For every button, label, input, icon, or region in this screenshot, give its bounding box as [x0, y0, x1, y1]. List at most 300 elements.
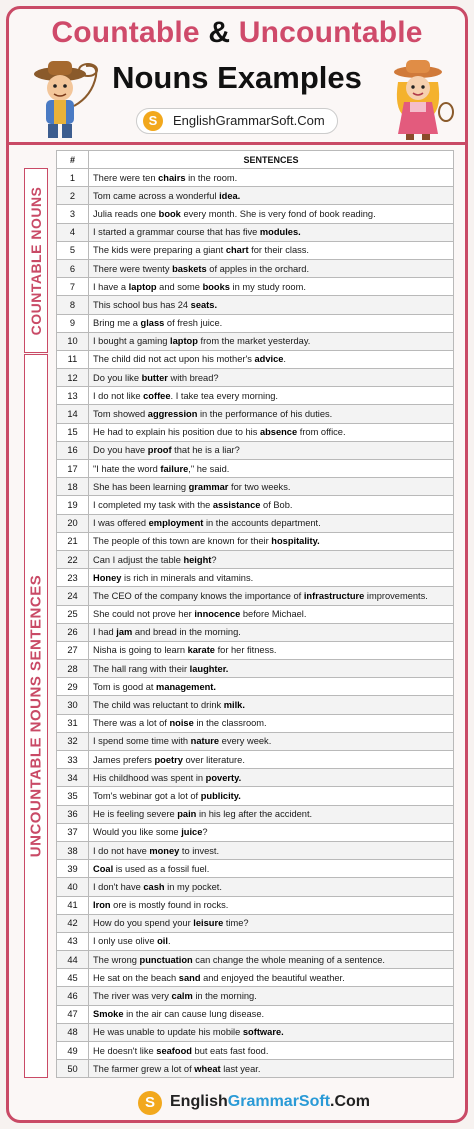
sentence-text-after: for her fitness. — [214, 645, 277, 656]
table-row — [57, 914, 454, 932]
sentence-text-after: is used as a fossil fuel. — [113, 863, 210, 874]
sentence-noun-highlight: height — [183, 554, 212, 565]
sentence-text-after: for their class. — [248, 245, 309, 256]
sentence-text-before: He was unable to update his mobile — [93, 1027, 243, 1038]
cowboy-illustration — [26, 56, 106, 140]
sentence-text-after: over literature. — [182, 754, 245, 765]
sentence-text-before: James prefers — [93, 754, 155, 765]
sentence-text-before: "I hate the word — [93, 463, 161, 474]
row-number: 4 — [57, 223, 89, 241]
row-sentence — [89, 769, 454, 787]
sentence-text-before: He doesn't like — [93, 1045, 157, 1056]
sentence-text-after: improvements. — [364, 590, 428, 601]
row-number: 43 — [57, 932, 89, 950]
sentence-text-after: of fresh juice. — [164, 318, 223, 329]
row-number: 13 — [57, 387, 89, 405]
sentence-text-after: and some books in my study room. — [156, 281, 306, 292]
table-row — [57, 259, 454, 277]
row-number: 16 — [57, 441, 89, 459]
sentence-text-after: with bread? — [167, 372, 219, 383]
sentence-text-before: There was a lot of — [93, 718, 170, 729]
sentence-noun-highlight: sand — [178, 972, 201, 983]
brand-badge[interactable] — [136, 108, 338, 134]
sentence-noun-highlight: baskets — [172, 263, 207, 274]
row-sentence — [89, 914, 454, 932]
sentence-noun-highlight: infrastructure — [303, 590, 365, 601]
section-label-uncountable-text: UNCOUNTABLE NOUNS SENTENCES — [27, 574, 45, 858]
sentence-noun-highlight: money — [149, 845, 180, 856]
section-label-countable — [24, 168, 48, 353]
row-number: 30 — [57, 696, 89, 714]
row-sentence — [89, 369, 454, 387]
table-row — [57, 332, 454, 350]
sentence-noun-highlight: grammar — [188, 481, 229, 492]
sentence-text-after: last year. — [220, 1063, 261, 1074]
sentence-noun-highlight: chairs — [158, 172, 186, 183]
sentence-text-before: I only use olive — [93, 936, 158, 947]
sentence-text-before: Do you have — [93, 445, 148, 456]
row-number: 22 — [57, 550, 89, 568]
table-row — [57, 732, 454, 750]
table-row — [57, 405, 454, 423]
sentence-text-before: I bought a gaming — [93, 336, 171, 347]
row-number: 18 — [57, 478, 89, 496]
sentence-text-before: I started a grammar course that has five — [93, 227, 260, 238]
sentence-text-before: There were ten — [93, 172, 159, 183]
sentence-text-before: Tom is good at — [93, 681, 157, 692]
sentence-text-after: every month. She is very fond of book reading. — [180, 208, 376, 219]
sentence-text-before: The hall rang with their — [93, 663, 190, 674]
row-sentence — [89, 678, 454, 696]
sentence-noun-highlight: Coal — [93, 863, 114, 874]
sentence-noun-highlight: punctuation — [139, 954, 193, 965]
sentence-text-before: Can I adjust the table — [93, 554, 184, 565]
table-row — [57, 932, 454, 950]
sentence-noun-highlight: karate — [187, 645, 215, 656]
row-sentence — [89, 751, 454, 769]
row-number: 24 — [57, 587, 89, 605]
row-sentence — [89, 387, 454, 405]
table-row — [57, 169, 454, 187]
row-number: 10 — [57, 332, 89, 350]
row-sentence — [89, 1042, 454, 1060]
sentence-noun-highlight: assistance — [212, 499, 261, 510]
row-sentence — [89, 550, 454, 568]
cowgirl-illustration — [380, 56, 456, 140]
row-sentence — [89, 205, 454, 223]
sentence-noun-highlight: coffee — [143, 390, 171, 401]
sentence-text-before: She could not prove her — [93, 609, 195, 620]
row-number: 6 — [57, 259, 89, 277]
section-label-uncountable — [24, 354, 48, 1078]
brand-logo-icon: S — [143, 111, 163, 131]
sentence-noun-highlight: laptop — [170, 336, 198, 347]
row-sentence — [89, 841, 454, 859]
title-ampersand: & — [208, 16, 231, 49]
table-row — [57, 951, 454, 969]
table-body — [57, 169, 454, 1078]
row-number: 31 — [57, 714, 89, 732]
sentence-noun-highlight: Iron — [93, 900, 111, 911]
row-sentence — [89, 969, 454, 987]
sentence-text-before: I completed my task with the — [93, 499, 213, 510]
sentence-noun-highlight: cash — [143, 881, 165, 892]
row-sentence — [89, 1005, 454, 1023]
row-number: 42 — [57, 914, 89, 932]
row-sentence — [89, 714, 454, 732]
header — [0, 0, 474, 140]
table-row — [57, 1060, 454, 1078]
table-row — [57, 241, 454, 259]
row-sentence — [89, 423, 454, 441]
table-row — [57, 787, 454, 805]
brand-text: EnglishGrammarSoft.Com — [173, 113, 325, 128]
row-number: 28 — [57, 660, 89, 678]
row-sentence — [89, 878, 454, 896]
sentence-text-before: She has been learning — [93, 481, 189, 492]
sentence-text-after: . — [283, 354, 287, 365]
sentence-noun-highlight: seats. — [190, 299, 218, 310]
footer-brand-text — [170, 1093, 370, 1111]
sentence-text-before: His childhood was spent in — [93, 772, 206, 783]
sentence-text-before: How do you spend your — [93, 918, 194, 929]
table-row — [57, 441, 454, 459]
row-number: 1 — [57, 169, 89, 187]
section-label-countable-text: COUNTABLE NOUNS — [28, 186, 44, 335]
row-number: 15 — [57, 423, 89, 441]
sentence-noun-highlight: calm — [171, 991, 193, 1002]
sentence-noun-highlight: seafood — [156, 1045, 192, 1056]
sentence-text-before: Tom showed — [93, 409, 148, 420]
table-row — [57, 805, 454, 823]
sentence-text-after: ? — [202, 827, 208, 838]
table-row — [57, 550, 454, 568]
row-sentence — [89, 460, 454, 478]
sentence-noun-highlight: failure — [160, 463, 189, 474]
footer-brand-accent: GrammarSoft — [227, 1093, 331, 1110]
page-subtitle: Nouns Examples — [112, 60, 362, 95]
sentence-text-before: The child was reluctant to drink — [93, 700, 224, 711]
row-number: 41 — [57, 896, 89, 914]
row-number: 9 — [57, 314, 89, 332]
table-row — [57, 278, 454, 296]
sentence-noun-highlight: juice — [181, 827, 203, 838]
table-row — [57, 969, 454, 987]
sentence-text-after: . — [167, 936, 171, 947]
table-row — [57, 1023, 454, 1041]
table-row — [57, 387, 454, 405]
sentence-text-before: I do not have — [93, 845, 150, 856]
sentence-noun-highlight: software. — [242, 1027, 284, 1038]
row-sentence — [89, 478, 454, 496]
table-row — [57, 1005, 454, 1023]
sentence-text-before: The people of this town are known for their — [93, 536, 272, 547]
row-number: 37 — [57, 823, 89, 841]
row-sentence — [89, 259, 454, 277]
row-sentence — [89, 223, 454, 241]
sentence-noun-highlight: jam — [116, 627, 133, 638]
sentence-text-before: I do not like — [93, 390, 144, 401]
table-row — [57, 532, 454, 550]
sentence-text-before: Do you like — [93, 372, 142, 383]
sentence-text-after: for two weeks. — [228, 481, 291, 492]
table-row — [57, 896, 454, 914]
row-sentence — [89, 823, 454, 841]
row-sentence — [89, 405, 454, 423]
sentence-noun-highlight: hospitality. — [271, 536, 320, 547]
row-number: 7 — [57, 278, 89, 296]
sentence-text-after: in the morning. — [192, 991, 257, 1002]
table-row — [57, 514, 454, 532]
row-number: 5 — [57, 241, 89, 259]
table-row — [57, 205, 454, 223]
sentence-noun-highlight: absence — [259, 427, 298, 438]
table-row — [57, 1042, 454, 1060]
sentence-text-after: in the accounts department. — [203, 518, 321, 529]
table-row — [57, 423, 454, 441]
row-number: 49 — [57, 1042, 89, 1060]
row-number: 40 — [57, 878, 89, 896]
sentence-text-after: that he is a liar? — [171, 445, 240, 456]
title-word-countable: Countable — [51, 16, 200, 49]
sentence-text-after: can change the whole meaning of a sentence. — [192, 954, 385, 965]
row-sentence — [89, 350, 454, 368]
row-sentence — [89, 514, 454, 532]
table-row — [57, 478, 454, 496]
row-sentence — [89, 987, 454, 1005]
table-row — [57, 714, 454, 732]
title-word-uncountable: Uncountable — [238, 16, 423, 49]
sentence-noun-highlight: employment — [148, 518, 204, 529]
row-number: 36 — [57, 805, 89, 823]
row-number: 38 — [57, 841, 89, 859]
sentence-text-after: every week. — [219, 736, 272, 747]
row-number: 26 — [57, 623, 89, 641]
sentence-text-before: Tom's webinar got a lot of — [93, 790, 201, 801]
table-row — [57, 751, 454, 769]
sentence-text-after: to invest. — [179, 845, 220, 856]
sentence-noun-highlight: poverty. — [205, 772, 242, 783]
row-sentence — [89, 278, 454, 296]
table-row — [57, 314, 454, 332]
row-number: 47 — [57, 1005, 89, 1023]
row-number: 2 — [57, 187, 89, 205]
table-row — [57, 641, 454, 659]
footer-brand[interactable] — [134, 1090, 371, 1116]
row-number: 29 — [57, 678, 89, 696]
sentence-text-before: The river was very — [93, 991, 172, 1002]
table-row — [57, 878, 454, 896]
table-row — [57, 696, 454, 714]
sentence-noun-highlight: idea. — [219, 190, 241, 201]
row-number: 45 — [57, 969, 89, 987]
sentence-noun-highlight: Honey — [93, 572, 122, 583]
row-number: 11 — [57, 350, 89, 368]
sentence-text-after: and bread in the morning. — [132, 627, 241, 638]
sentence-noun-highlight: modules. — [259, 227, 301, 238]
table-row — [57, 569, 454, 587]
row-sentence — [89, 241, 454, 259]
sentence-text-after: in my pocket. — [164, 881, 222, 892]
footer-brand-prefix: English — [170, 1093, 228, 1110]
row-sentence — [89, 441, 454, 459]
table-row — [57, 187, 454, 205]
row-sentence — [89, 860, 454, 878]
row-number: 23 — [57, 569, 89, 587]
sentence-text-before: He had to explain his position due to his — [93, 427, 260, 438]
row-sentence — [89, 932, 454, 950]
sentence-text-after: ? — [211, 554, 217, 565]
sentence-noun-highlight: poetry — [154, 754, 183, 765]
row-sentence — [89, 587, 454, 605]
sentence-noun-highlight: noise — [169, 718, 194, 729]
sentence-noun-highlight: book — [158, 208, 181, 219]
row-sentence — [89, 314, 454, 332]
row-number: 35 — [57, 787, 89, 805]
row-number: 39 — [57, 860, 89, 878]
sentence-text-after: from the market yesterday. — [197, 336, 311, 347]
table-row — [57, 987, 454, 1005]
row-sentence — [89, 660, 454, 678]
sentence-text-before: The wrong — [93, 954, 140, 965]
table-row — [57, 587, 454, 605]
sentence-text-before: This school bus has 24 — [93, 299, 191, 310]
row-number: 14 — [57, 405, 89, 423]
sentence-noun-highlight: pain — [177, 809, 197, 820]
sentence-noun-highlight: Smoke — [93, 1009, 124, 1020]
table-row — [57, 860, 454, 878]
page-title — [0, 16, 474, 50]
table-row — [57, 678, 454, 696]
row-sentence — [89, 296, 454, 314]
sentence-text-after: ," he said. — [188, 463, 230, 474]
sentence-text-after: of Bob. — [260, 499, 293, 510]
table-row — [57, 769, 454, 787]
sentence-noun-highlight: nature — [190, 736, 220, 747]
table-row — [57, 460, 454, 478]
row-number: 48 — [57, 1023, 89, 1041]
sentence-text-after: ore is mostly found in rocks. — [110, 900, 229, 911]
sentence-noun-highlight: proof — [147, 445, 172, 456]
row-sentence — [89, 496, 454, 514]
column-header-sentences: SENTENCES — [89, 151, 454, 169]
table-row — [57, 605, 454, 623]
row-number: 32 — [57, 732, 89, 750]
row-sentence — [89, 641, 454, 659]
row-number: 27 — [57, 641, 89, 659]
sentence-text-before: I was offered — [93, 518, 149, 529]
table-row — [57, 350, 454, 368]
sentence-noun-highlight: management. — [156, 681, 216, 692]
sentence-text-before: The kids were preparing a giant — [93, 245, 226, 256]
row-number: 50 — [57, 1060, 89, 1078]
row-sentence — [89, 696, 454, 714]
sentence-text-before: Nisha is going to learn — [93, 645, 188, 656]
sentence-text-after: time? — [223, 918, 249, 929]
sentence-noun-highlight: chart — [225, 245, 249, 256]
sentence-text-after: in the air can cause lung disease. — [123, 1009, 265, 1020]
row-number: 3 — [57, 205, 89, 223]
sentence-text-before: I don't have — [93, 881, 144, 892]
sentence-text-before: I have a — [93, 281, 129, 292]
sentence-text-before: I had — [93, 627, 117, 638]
table-row — [57, 223, 454, 241]
row-number: 12 — [57, 369, 89, 387]
table-row — [57, 369, 454, 387]
row-sentence — [89, 896, 454, 914]
row-sentence — [89, 951, 454, 969]
row-number: 44 — [57, 951, 89, 969]
column-header-number: # — [57, 151, 89, 169]
row-number: 19 — [57, 496, 89, 514]
footer-logo-icon: S — [138, 1091, 162, 1115]
row-number: 25 — [57, 605, 89, 623]
row-number: 8 — [57, 296, 89, 314]
sentence-noun-highlight: laughter. — [189, 663, 229, 674]
row-sentence — [89, 805, 454, 823]
row-sentence — [89, 1060, 454, 1078]
row-sentence — [89, 732, 454, 750]
row-number: 34 — [57, 769, 89, 787]
sentence-noun-highlight: innocence — [194, 609, 241, 620]
sentence-text-before: He is feeling severe — [93, 809, 178, 820]
sentence-text-before: He sat on the beach — [93, 972, 179, 983]
sentence-text-before: The farmer grew a lot of — [93, 1063, 195, 1074]
table-row — [57, 623, 454, 641]
sentence-text-before: The child did not act upon his mother's — [93, 354, 255, 365]
sentence-text-after: in the performance of his duties. — [197, 409, 333, 420]
sentence-text-before: There were twenty — [93, 263, 173, 274]
row-number: 33 — [57, 751, 89, 769]
row-sentence — [89, 623, 454, 641]
sentence-noun-highlight: laptop — [128, 281, 157, 292]
sentence-text-before: Tom came across a wonderful — [93, 190, 220, 201]
sentence-text-before: Bring me a — [93, 318, 141, 329]
row-number: 21 — [57, 532, 89, 550]
sentence-text-after: . I take tea every morning. — [170, 390, 279, 401]
header-divider — [9, 142, 465, 145]
sentence-text-after: but eats fast food. — [191, 1045, 269, 1056]
row-sentence — [89, 169, 454, 187]
sentence-text-after: in his leg after the accident. — [196, 809, 313, 820]
row-sentence — [89, 787, 454, 805]
row-sentence — [89, 532, 454, 550]
sentence-text-after: is rich in minerals and vitamins. — [121, 572, 254, 583]
sentences-table — [56, 150, 454, 1078]
sentence-noun-highlight: milk. — [223, 700, 245, 711]
sentence-text-before: I spend some time with — [93, 736, 191, 747]
sentence-noun-highlight: advice — [254, 354, 284, 365]
sentence-text-before: The CEO of the company knows the importance of — [93, 590, 304, 601]
sentence-text-after: in the room. — [185, 172, 238, 183]
row-number: 46 — [57, 987, 89, 1005]
sentence-noun-highlight: oil — [157, 936, 168, 947]
row-sentence — [89, 1023, 454, 1041]
sentence-noun-highlight: glass — [140, 318, 165, 329]
row-sentence — [89, 569, 454, 587]
sentence-text-after: in the classroom. — [193, 718, 267, 729]
sentence-noun-highlight: aggression — [147, 409, 198, 420]
row-sentence — [89, 332, 454, 350]
table-header-row — [57, 151, 454, 169]
sentence-noun-highlight: books — [202, 281, 230, 292]
sentence-text-after: from office. — [297, 427, 346, 438]
sentence-noun-highlight: publicity. — [200, 790, 241, 801]
row-sentence — [89, 187, 454, 205]
sentence-text-after: and enjoyed the beautiful weather. — [200, 972, 345, 983]
row-sentence — [89, 605, 454, 623]
sentence-noun-highlight: leisure — [193, 918, 224, 929]
